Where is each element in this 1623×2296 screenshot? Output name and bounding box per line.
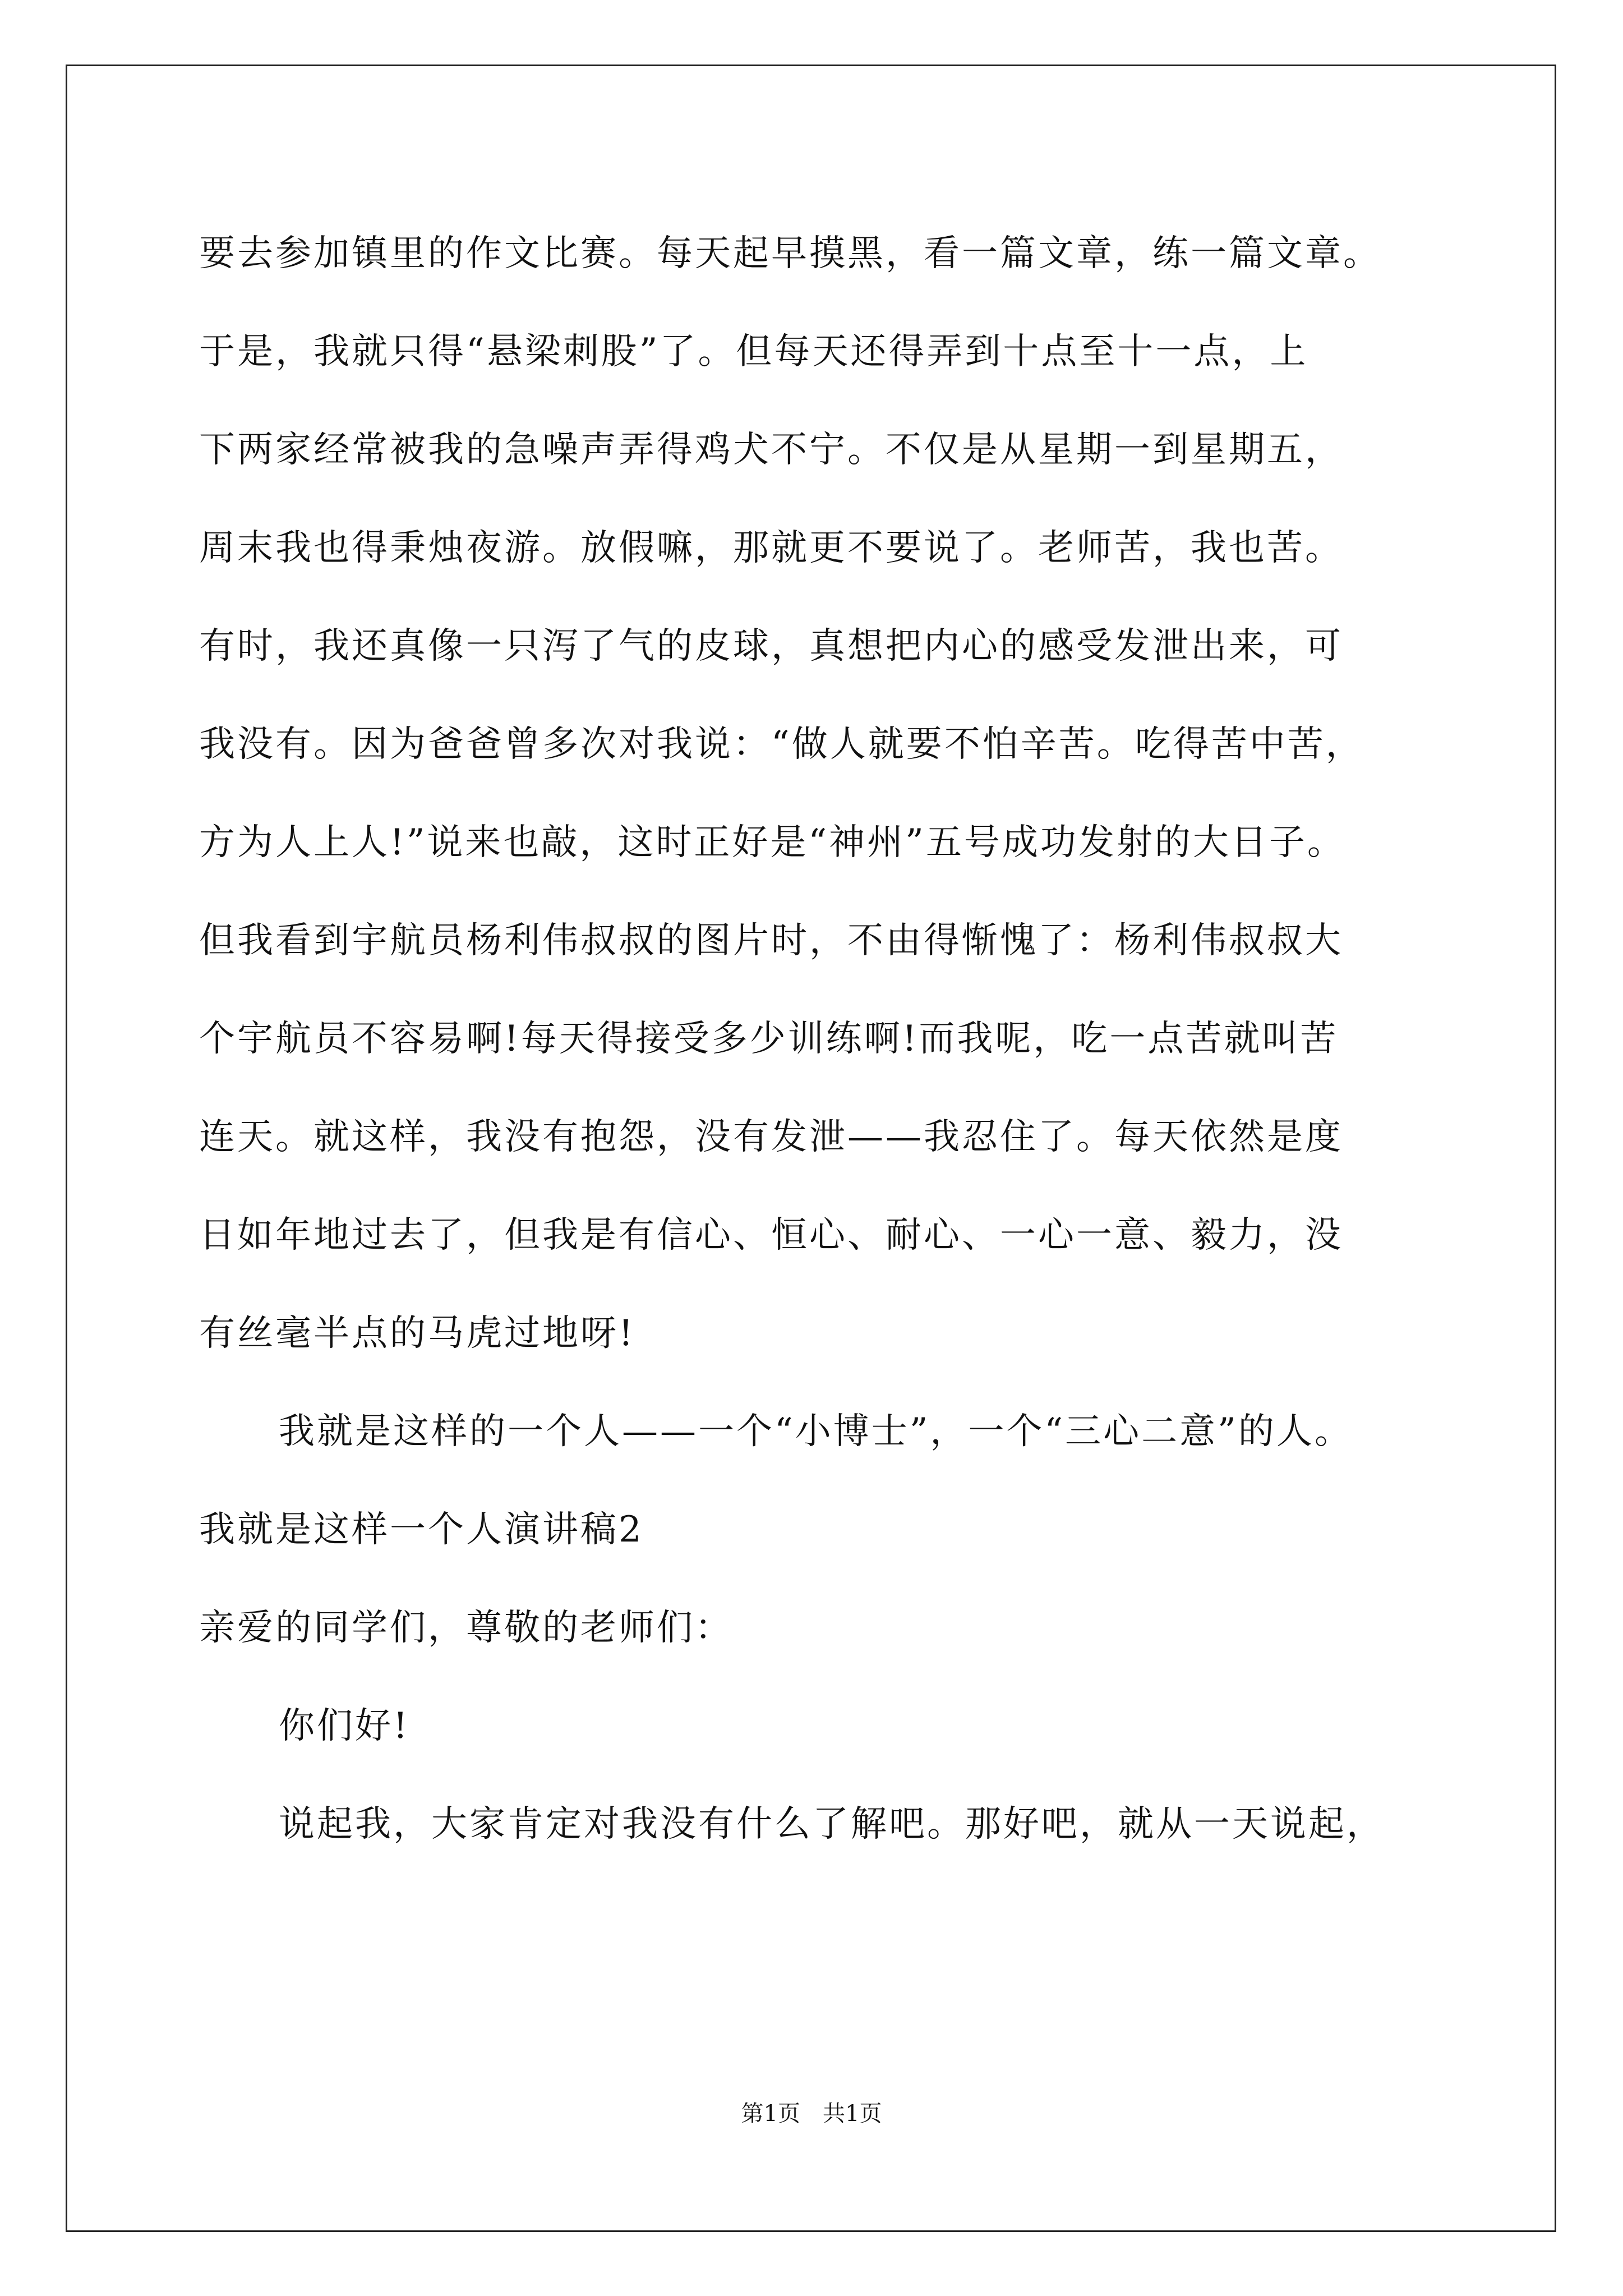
salutation: 亲爱的同学们，尊敬的老师们： — [199, 1607, 733, 1649]
text-line: 方为人上人!”说来也敲，这时正好是“神州”五号成功发射的大日子。 — [199, 822, 1345, 863]
section-heading: 我就是这样一个人演讲稿2 — [199, 1509, 644, 1550]
document-body — [199, 205, 1450, 1874]
text-line: 我没有。因为爸爸曾多次对我说：“做人就要不怕辛苦。吃得苦中苦， — [199, 724, 1364, 765]
text-line: 有丝毫半点的马虎过地呀! — [199, 1313, 635, 1354]
greeting: 你们好! — [279, 1705, 410, 1747]
text-line: 周末我也得秉烛夜游。放假嘛，那就更不要说了。老师苦，我也苦。 — [199, 527, 1343, 569]
text-line: 下两家经常被我的急噪声弄得鸡犬不宁。不仅是从星期一到星期五， — [199, 429, 1343, 471]
paragraph-line: 说起我，大家肯定对我没有什么了解吧。那好吧，就从一天说起， — [279, 1803, 1385, 1845]
paragraph-line: 我就是这样的一个人——一个“小博士”，一个“三心二意”的人。 — [279, 1411, 1353, 1452]
text-line: 连天。就这样，我没有抱怨，没有发泄——我忍住了。每天依然是度 — [199, 1116, 1343, 1158]
text-line: 有时，我还真像一只泻了气的皮球，真想把内心的感受发泄出来，可 — [199, 625, 1343, 667]
text-line: 个宇航员不容易啊!每天得接受多少训练啊!而我呢，吃一点苦就叫苦 — [199, 1018, 1339, 1060]
text-line: 要去参加镇里的作文比赛。每天起早摸黑，看一篇文章，练一篇文章。 — [199, 233, 1381, 274]
page-number-footer: 第1页 共1页 — [741, 2101, 882, 2127]
text-line: 于是，我就只得“悬梁刺股”了。但每天还得弄到十点至十一点，上 — [199, 331, 1308, 372]
text-line: 日如年地过去了，但我是有信心、恒心、耐心、一心一意、毅力，没 — [199, 1214, 1343, 1256]
text-line: 但我看到宇航员杨利伟叔叔的图片时，不由得惭愧了：杨利伟叔叔大 — [199, 920, 1343, 961]
